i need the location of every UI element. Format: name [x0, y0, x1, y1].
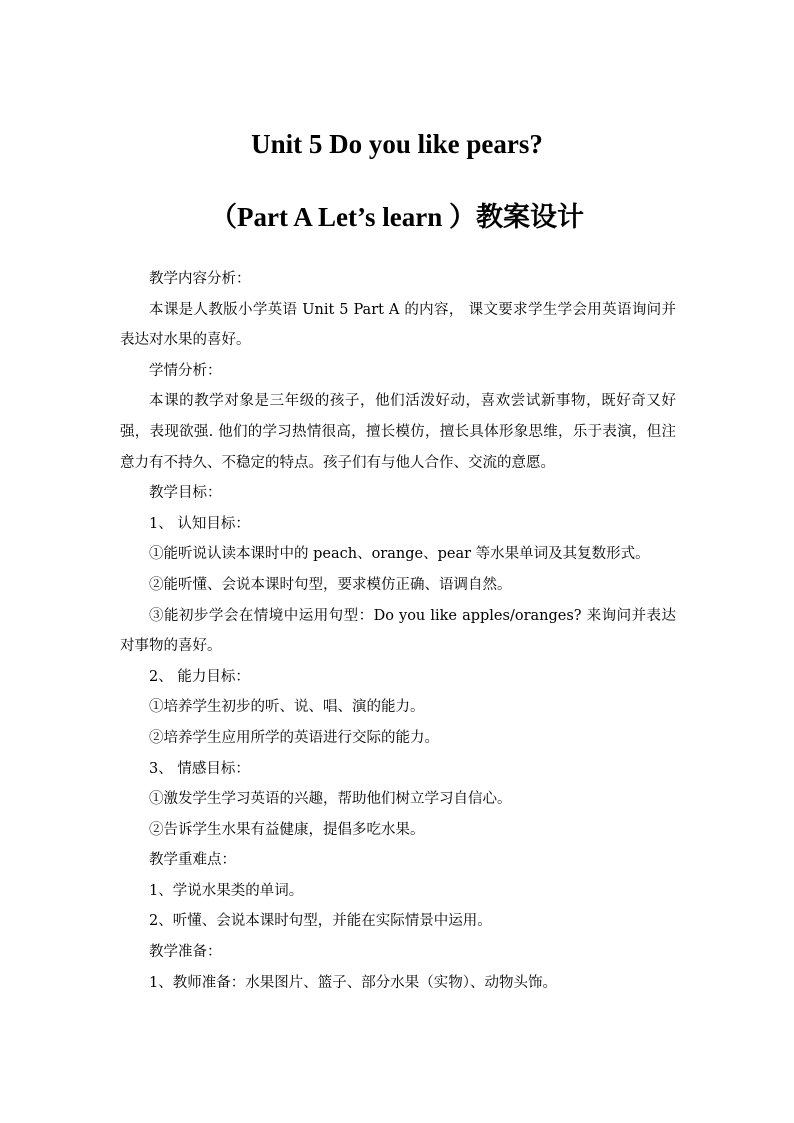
- document-body: [120, 264, 676, 998]
- preparation-heading: 教学准备：: [149, 944, 222, 961]
- key-points-heading: 教学重难点：: [149, 852, 236, 869]
- ability-heading: 2、 能力目标：: [149, 668, 250, 685]
- cognitive-item-3: ③能初步学会在情境中运用句型：Do you like apples/oranges? 来询问并表达对事物的喜好。: [120, 607, 676, 655]
- cognitive-heading: 1、 认知目标：: [149, 515, 250, 532]
- ability-item-2: ②培养学生应用所学的英语进行交际的能力。: [149, 729, 439, 746]
- student-analysis-heading: 学情分析：: [149, 362, 222, 379]
- emotion-heading: 3、 情感目标：: [149, 760, 250, 777]
- key-points-item-1: 1、学说水果类的单词。: [149, 882, 304, 899]
- emotion-item-2: ②告诉学生水果有益健康，提倡多吃水果。: [149, 821, 425, 838]
- document-subtitle: （Part A Let’s learn ）教案设计: [210, 202, 584, 232]
- key-points-item-2: 2、听懂、会说本课时句型，并能在实际情景中运用。: [149, 913, 492, 930]
- objectives-heading: 教学目标：: [149, 485, 222, 502]
- content-analysis-text: 本课是人教版小学英语 Unit 5 Part A 的内容， 课文要求学生学会用英语询问并表达对水果的喜好。: [120, 301, 676, 349]
- document-title: Unit 5 Do you like pears?: [251, 129, 543, 159]
- content-analysis-heading: 教学内容分析：: [149, 271, 251, 287]
- ability-item-1: ①培养学生初步的听、说、唱、演的能力。: [149, 699, 425, 716]
- cognitive-item-2: ②能听懂、会说本课时句型，要求模仿正确、语调自然。: [149, 576, 512, 593]
- student-analysis-text: 本课的教学对象是三年级的孩子，他们活泼好动，喜欢尝试新事物，既好奇又好强，表现欲强. 他们的学习热情很高，擅长模仿，擅长具体形象思维，乐于表演，但注意力有不持久、不稳定的特点。孩子们有与他人合作、交流的意愿。: [120, 393, 676, 471]
- cognitive-item-1: ①能听说认读本课时中的 peach、orange、pear 等水果单词及其复数形式。: [149, 546, 650, 563]
- emotion-item-1: ①激发学生学习英语的兴趣，帮助他们树立学习自信心。: [149, 791, 512, 808]
- preparation-item-1: 1、教师准备：水果图片、篮子、部分水果（实物）、动物头饰。: [149, 974, 557, 991]
